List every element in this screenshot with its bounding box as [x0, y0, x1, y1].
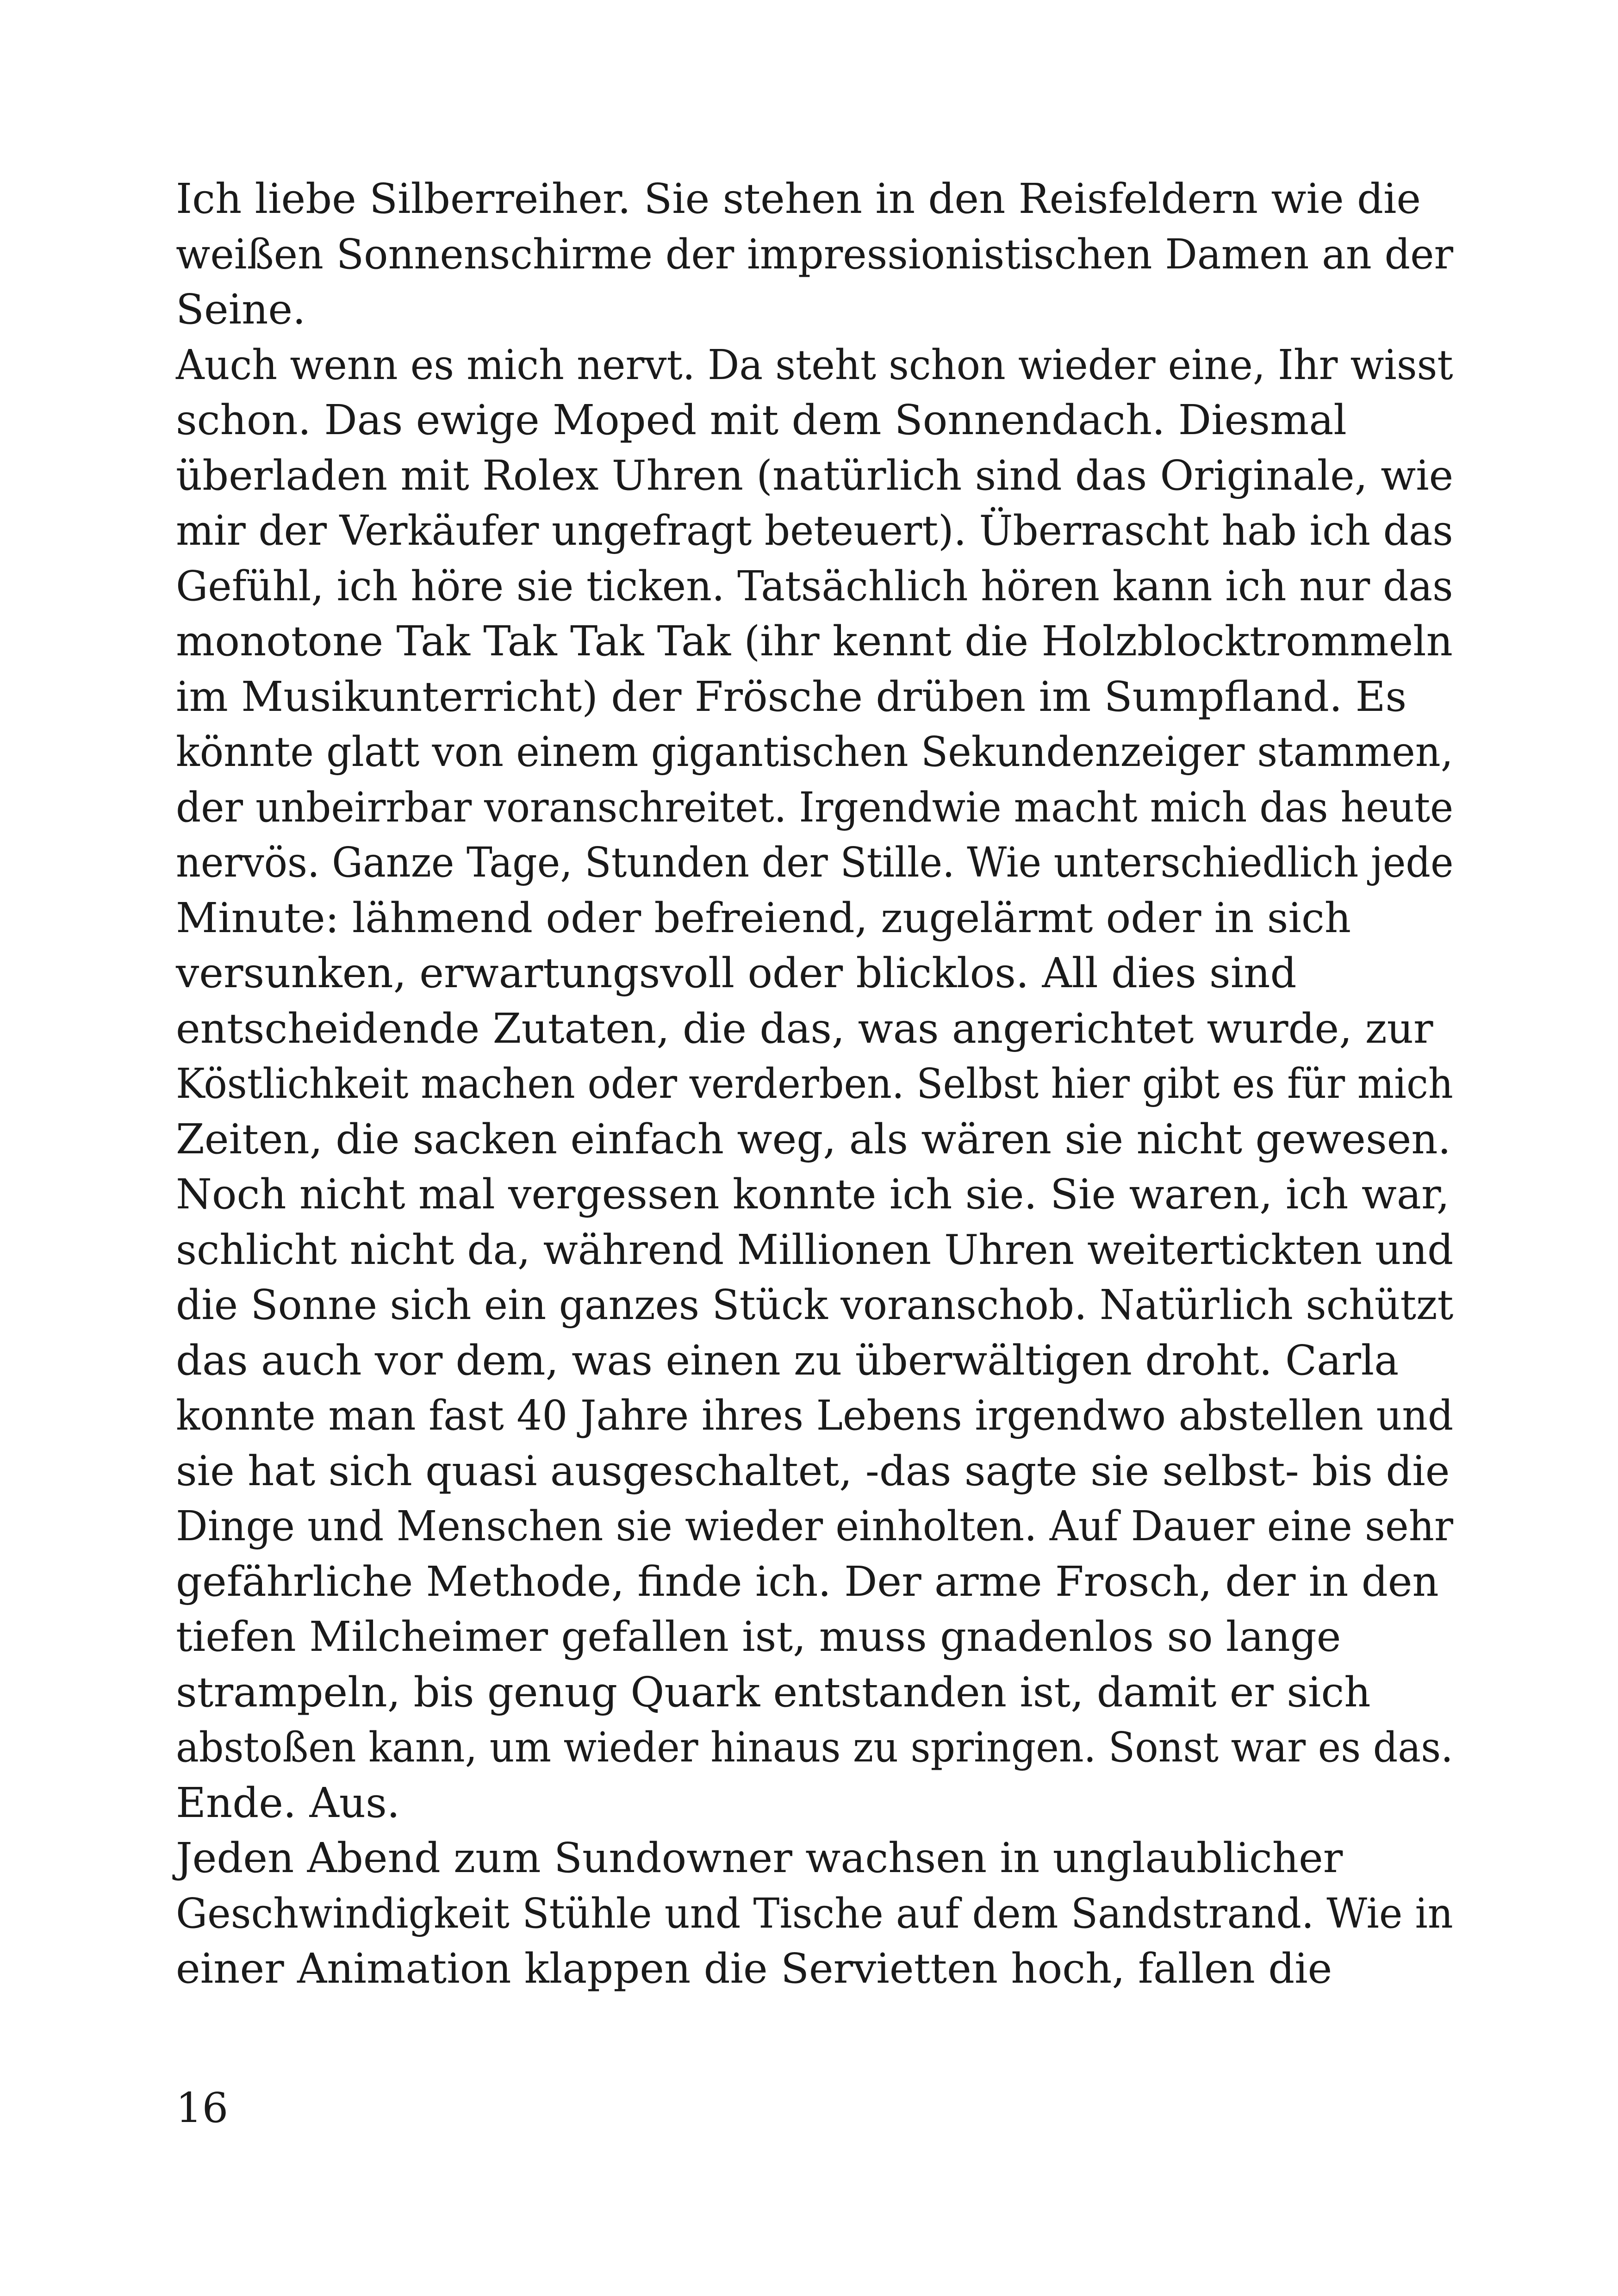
text-line: überladen mit Rolex Uhren (natürlich sind das Originale, wie — [176, 451, 1454, 499]
text-line: strampeln, bis genug Quark entstanden ist, damit er sich — [176, 1668, 1371, 1716]
text-line: Noch nicht mal vergessen konnte ich sie. Sie waren, ich war, — [176, 1170, 1450, 1218]
text-line: könnte glatt von einem gigantischen Sekundenzeiger stammen, — [176, 728, 1453, 776]
text-line: schlicht nicht da, während Millionen Uhren weitertickten und — [176, 1225, 1454, 1274]
text-line: im Musikunterricht) der Frösche drüben im Sumpfland. Es — [176, 672, 1407, 721]
text-line: konnte man fast 40 Jahre ihres Lebens irgendwo abstellen und — [176, 1391, 1454, 1439]
text-line: schon. Das ewige Moped mit dem Sonnendach. Diesmal — [176, 396, 1347, 444]
text-line: Geschwindigkeit Stühle und Tische auf dem Sandstrand. Wie in — [176, 1889, 1453, 1937]
text-line: weißen Sonnenschirme der impressionistischen Damen an der — [176, 230, 1454, 278]
text-line: Auch wenn es mich nervt. Da steht schon wieder eine, Ihr wisst — [176, 340, 1453, 389]
text-line: versunken, erwartungsvoll oder blicklos. All dies sind — [176, 949, 1297, 997]
text-line: gefährliche Methode, finde ich. Der arme Frosch, der in den — [176, 1557, 1439, 1605]
text-line: Minute: lähmend oder befreiend, zugelärmt oder in sich — [176, 893, 1351, 942]
text-line: tiefen Milcheimer gefallen ist, muss gnadenlos so lange — [176, 1612, 1341, 1661]
text-line: abstoßen kann, um wieder hinaus zu springen. Sonst war es das. — [176, 1723, 1453, 1771]
text-line: Dinge und Menschen sie wieder einholten. Auf Dauer eine sehr — [176, 1502, 1453, 1550]
text-line: einer Animation klappen die Servietten hoch, fallen die — [176, 1944, 1332, 1992]
text-line: das auch vor dem, was einen zu überwältigen droht. Carla — [176, 1336, 1399, 1384]
text-line: nervös. Ganze Tage, Stunden der Stille. Wie unterschiedlich jede — [176, 838, 1454, 886]
text-line: die Sonne sich ein ganzes Stück voranschob. Natürlich schützt — [176, 1281, 1454, 1329]
text-line: Ende. Aus. — [176, 1778, 400, 1827]
text-line: Köstlichkeit machen oder verderben. Selbst hier gibt es für mich — [176, 1059, 1453, 1108]
text-line: der unbeirrbar voranschreitet. Irgendwie macht mich das heute — [176, 783, 1454, 831]
text-line: Seine. — [176, 285, 306, 333]
text-line: Zeiten, die sacken einfach weg, als wären sie nicht gewesen. — [176, 1114, 1451, 1163]
text-line: mir der Verkäufer ungefragt beteuert). Überrascht hab ich das — [176, 506, 1453, 554]
text-line: entscheidende Zutaten, die das, was angerichtet wurde, zur — [176, 1004, 1433, 1052]
text-line: Ich liebe Silberreiher. Sie stehen in den Reisfeldern wie die — [176, 174, 1421, 223]
text-line: monotone Tak Tak Tak Tak (ihr kennt die Holzblocktrommeln — [176, 617, 1453, 665]
body-text — [176, 171, 1453, 1997]
page-number: 16 — [176, 2084, 229, 2132]
text-line: Gefühl, ich höre sie ticken. Tatsächlich hören kann ich nur das — [176, 561, 1453, 610]
text-line: sie hat sich quasi ausgeschaltet, -das sagte sie selbst- bis die — [176, 1446, 1450, 1495]
text-line: Jeden Abend zum Sundowner wachsen in unglaublicher — [176, 1834, 1343, 1882]
